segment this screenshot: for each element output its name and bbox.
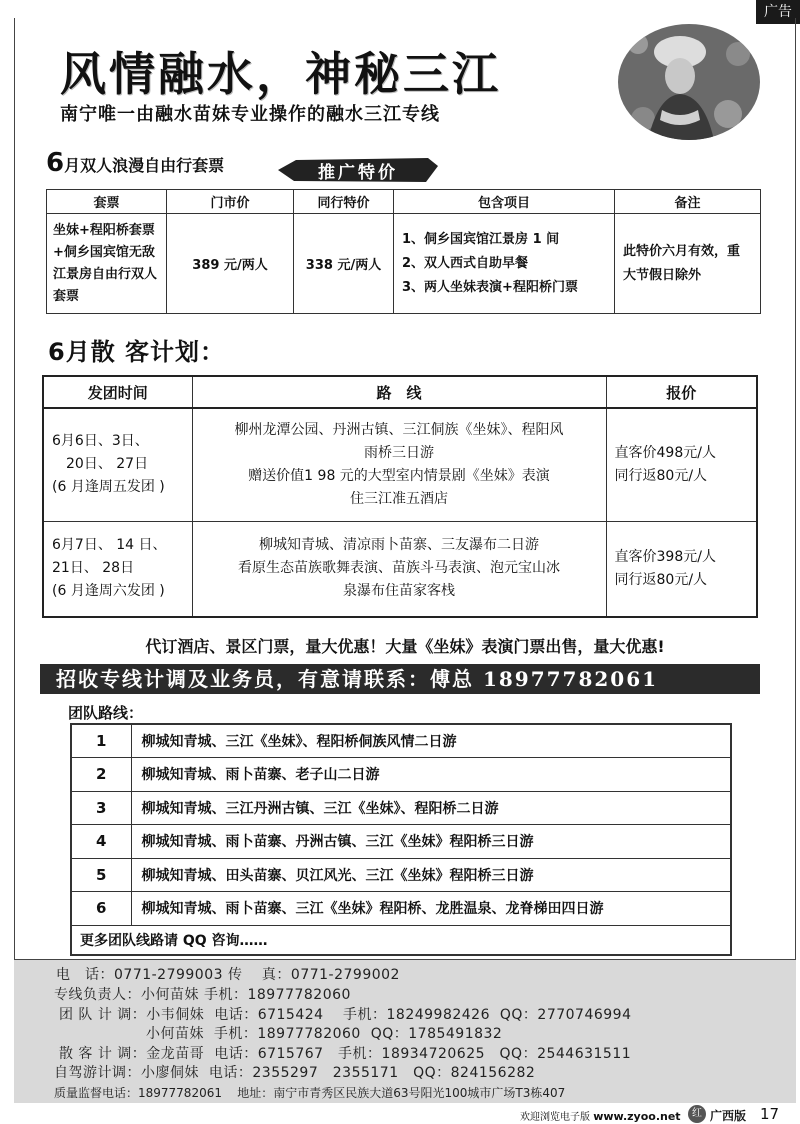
- col-price: 报价: [606, 376, 757, 408]
- subheadline: 南宁唯一由融水苗妹专业操作的融水三江专线: [60, 104, 440, 125]
- route-text: 柳城知青城、三江丹洲古镇、三江《坐妹》、程阳桥二日游: [131, 791, 731, 825]
- date-line: 20日、 27日: [66, 456, 149, 473]
- page-footer: [0, 1104, 800, 1124]
- route-number: 4: [71, 825, 131, 859]
- portrait-image-icon: [618, 24, 760, 140]
- booking-notice: 代订酒店、景区门票，量大优惠！大量《坐妹》表演门票出售，量大优惠!: [145, 637, 665, 656]
- contact-panel: [14, 960, 796, 1103]
- date-line: 6月7日、 14 日、: [52, 537, 167, 554]
- col-dates: 发团时间: [43, 376, 192, 408]
- page-number: 17: [760, 1105, 780, 1123]
- title-text: 月双人浪漫自由行套票: [64, 156, 225, 175]
- dates-cell: [43, 521, 192, 617]
- route-number: 1: [71, 724, 131, 758]
- remark-cell: 此特价六月有效，重大节假日除外: [615, 214, 761, 314]
- table-row: [43, 408, 757, 521]
- date-line: 6月6日、3日、: [52, 433, 149, 450]
- table-row: [47, 214, 761, 314]
- welcome-text: 欢迎浏览电子版: [520, 1112, 590, 1123]
- scatter-table-header: [43, 376, 757, 408]
- package-section-title: [46, 148, 224, 178]
- scatter-table: [42, 375, 758, 618]
- web-notice: [520, 1108, 681, 1123]
- item-line: 2、双人西式自助早餐: [402, 255, 529, 271]
- table-row: [71, 858, 731, 892]
- col-items: 包含项目: [394, 190, 615, 214]
- contact-line: 自驾游计调：小廖侗妹 电话：2355297 2355171 QQ：824156282: [54, 1065, 536, 1081]
- route-text: 柳城知青城、雨卜苗寨、老子山二日游: [131, 758, 731, 792]
- price-line: 同行返80元/人: [614, 571, 708, 588]
- col-retail: 门市价: [167, 190, 294, 214]
- table-row: [71, 758, 731, 792]
- route-line: 柳州龙潭公园、丹洲古镇、三江侗族《坐妹》、程阳风: [234, 421, 564, 438]
- route-line: 住三江准五酒店: [350, 490, 448, 507]
- headline: 风情融水，神秘三江: [60, 47, 501, 101]
- site-url[interactable]: www.zyoo.net: [593, 1110, 681, 1123]
- route-line: 雨桥三日游: [364, 444, 434, 461]
- route-text: 柳城知青城、雨卜苗寨、三江《坐妹》程阳桥、龙胜温泉、龙脊梯田四日游: [131, 892, 731, 926]
- retail-price-cell: 389 元/两人: [167, 214, 294, 314]
- recruit-banner: 招收专线计调及业务员，有意请联系：傅总 18977782061: [40, 664, 760, 694]
- route-number: 2: [71, 758, 131, 792]
- route-number: 6: [71, 892, 131, 926]
- title-month: 6: [46, 148, 65, 178]
- package-table: [46, 189, 761, 314]
- ad-tag: 广告: [756, 0, 800, 24]
- route-number: 3: [71, 791, 131, 825]
- table-row: [71, 892, 731, 926]
- price-line: 同行返80元/人: [614, 467, 708, 484]
- item-line: 3、两人坐妹表演+程阳桥门票: [402, 279, 578, 295]
- route-line: 看原生态苗族歌舞表演、苗族斗马表演、泡元宝山冰: [238, 560, 560, 577]
- date-line: (6 月逢周五发团 ): [52, 479, 165, 496]
- col-route: 路 线: [192, 376, 606, 408]
- table-row: [43, 521, 757, 617]
- table-row: [71, 925, 731, 955]
- table-row: [71, 791, 731, 825]
- price-line: 直客价398元/人: [614, 548, 716, 565]
- route-number: 5: [71, 858, 131, 892]
- route-text: 柳城知青城、田头苗寨、贝江风光、三江《坐妹》程阳桥三日游: [131, 858, 731, 892]
- date-line: 21日、 28日: [52, 560, 135, 577]
- more-routes-note: 更多团队线路请 QQ 咨询……: [71, 925, 731, 955]
- route-line: 柳城知青城、清凉雨卜苗寨、三友瀑布二日游: [259, 537, 539, 554]
- item-line: 1、侗乡国宾馆江景房 1 间: [402, 231, 560, 247]
- price-cell: [606, 408, 757, 521]
- price-line: 直客价498元/人: [614, 444, 716, 461]
- dates-cell: [43, 408, 192, 521]
- contact-line: 小何苗妹 手机：18977782060 QQ：1785491832: [54, 1026, 503, 1042]
- edition-label: 广西版: [710, 1109, 747, 1123]
- contact-line: 散 客 计 调：金龙苗哥 电话：6715767 手机：18934720625 QQ：2544631511: [54, 1046, 632, 1062]
- col-ticket: 套票: [47, 190, 167, 214]
- contact-line: 团 队 计 调：小韦侗妹 电话：6715424 手机：18249982426 QQ：2770746994: [54, 1007, 632, 1023]
- promo-badge: [278, 156, 438, 184]
- promo-label: 推广特价: [318, 163, 398, 183]
- package-table-header: [47, 190, 761, 214]
- route-text: 柳城知青城、雨卜苗寨、丹洲古镇、三江《坐妹》程阳桥三日游: [131, 825, 731, 859]
- route-text: 柳城知青城、三江《坐妹》、程阳桥侗族风情二日游: [131, 724, 731, 758]
- price-cell: [606, 521, 757, 617]
- date-line: (6 月逢周六发团 ): [52, 583, 165, 600]
- team-routes-label: 团队路线：: [68, 704, 144, 722]
- table-row: [71, 825, 731, 859]
- table-row: [71, 724, 731, 758]
- contact-line: 电 话：0771-2799003 传 真：0771-2799002: [56, 967, 400, 983]
- team-routes-table: [70, 723, 732, 956]
- route-line: 泉瀑布住苗家客栈: [343, 583, 455, 600]
- ticket-cell: 坐妹+程阳桥套票+侗乡国宾馆无敌江景房自由行双人套票: [47, 214, 167, 314]
- quality-address-line: 质量监督电话：18977782061 地址：南宁市青秀区民族大道63号阳光100城市广场T3栋407: [54, 1086, 566, 1100]
- col-peer: 同行特价: [294, 190, 394, 214]
- brand-logo-icon: 红: [688, 1105, 706, 1123]
- route-cell: [192, 521, 606, 617]
- items-cell: [394, 214, 615, 314]
- scatter-section-title: 6月散 客计划：: [48, 338, 226, 366]
- route-cell: [192, 408, 606, 521]
- route-line: 赠送价值1 98 元的大型室内情景剧《坐妹》表演: [248, 467, 550, 484]
- col-remark: 备注: [615, 190, 761, 214]
- miao-girl-photo: [618, 24, 760, 140]
- peer-price-cell: 338 元/两人: [294, 214, 394, 314]
- contact-line: 专线负责人：小何苗妹 手机：18977782060: [54, 987, 351, 1003]
